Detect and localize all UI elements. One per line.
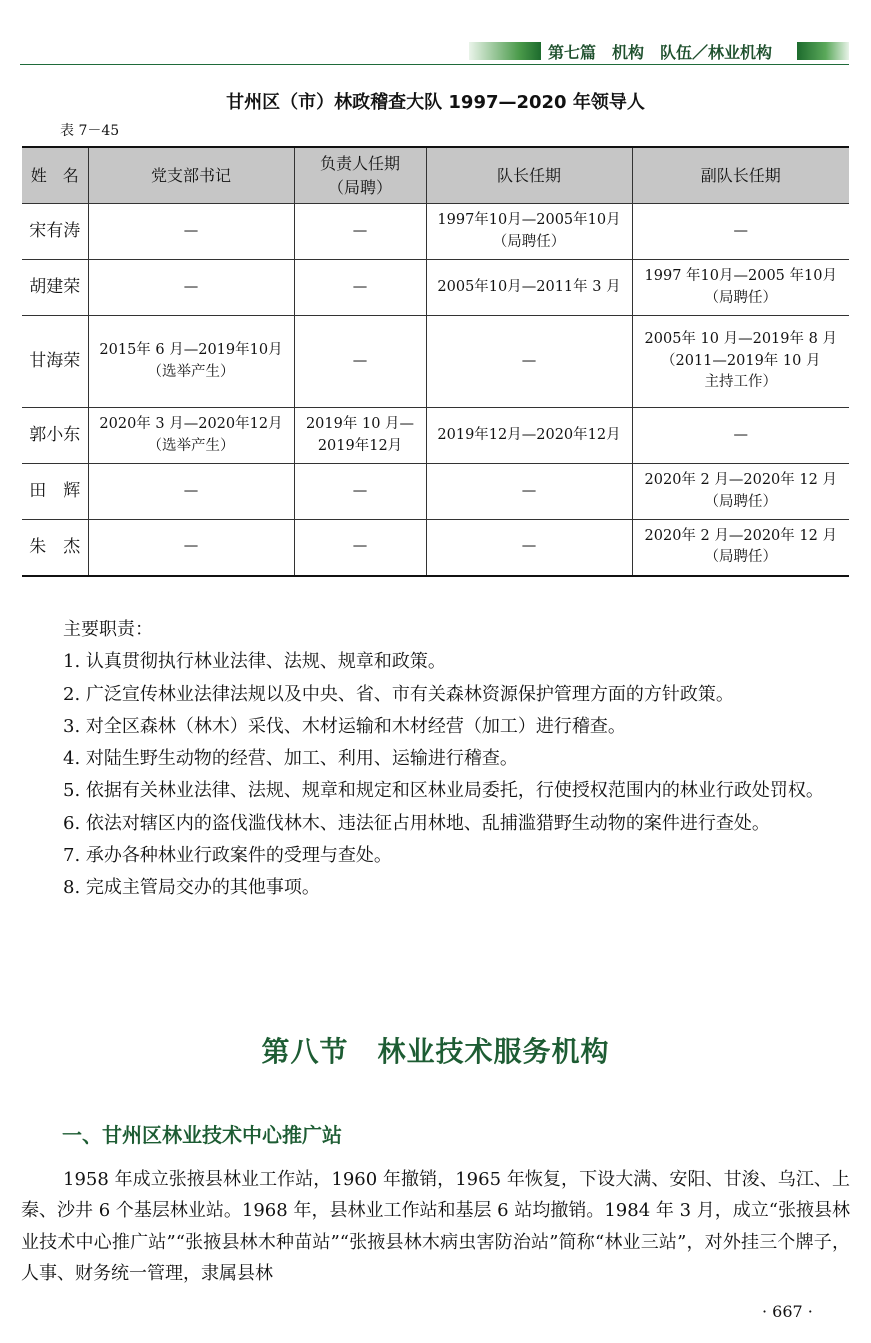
cell-leader [294, 316, 426, 408]
cell-captain [426, 260, 632, 316]
cell-name: 郭小东 [22, 408, 88, 464]
header-captain-term: 队长任期 [426, 147, 632, 204]
table-row [22, 204, 849, 260]
header-name: 姓 名 [22, 147, 88, 204]
cell-party [88, 260, 294, 316]
cell-line: — [521, 352, 537, 369]
cell-line: 2020年 2 月—2020年 12 月 [644, 471, 837, 488]
cell-vice [632, 520, 849, 576]
cell-line: — [733, 426, 748, 443]
header-running-title: 第七篇 机构 队伍／林业机构 [548, 43, 773, 62]
duty-item: 5. 依据有关林业法律、法规、规章和规定和区林业局委托，行使授权范围内的林业行政处罚权。 [63, 780, 824, 802]
cell-line: — [183, 538, 199, 555]
cell-vice [632, 204, 849, 260]
cell-line: （局聘任） [704, 493, 777, 510]
paragraph-text: 1958 年成立张掖县林业工作站，1960 年撤销，1965 年恢复，下设大满、安阳、甘浚、乌江、上秦、沙井 6 个基层林业站。1968 年，县林业工作站和基层 6 站均撤销。1984 年 3 月，成立“张掖县林业技术中心推广站”“张掖县林木种苗站”“张掖县林木病虫害防治站”简称“林业三站”，对外挂三个牌子，人事、财务统一管理，隶属县林 [21, 1169, 850, 1284]
cell-line: — [352, 482, 368, 499]
sub-heading: 一、甘州区林业技术中心推广站 [62, 1123, 342, 1147]
leaders-table [22, 146, 849, 577]
cell-party [88, 204, 294, 260]
cell-leader [294, 520, 426, 576]
cell-line: — [521, 538, 537, 555]
header-leader-line1: 负责人任期 [319, 153, 400, 173]
cell-vice [632, 316, 849, 408]
header-gradient-bar-left [469, 42, 541, 60]
cell-line: — [183, 482, 199, 499]
page-number: · 667 · [762, 1302, 813, 1321]
cell-line: 主持工作） [704, 374, 777, 391]
duty-item: 8. 完成主管局交办的其他事项。 [63, 877, 320, 899]
cell-line: 2020年 3 月—2020年12月 [99, 415, 283, 432]
cell-name: 胡建荣 [22, 260, 88, 316]
cell-line: — [352, 278, 368, 295]
cell-line: 2005年10月—2011年 3 月 [437, 278, 621, 295]
cell-leader [294, 260, 426, 316]
table-number: 表 7－45 [60, 123, 120, 139]
table-row [22, 408, 849, 464]
duty-item: 4. 对陆生野生动物的经营、加工、利用、运输进行稽查。 [63, 748, 518, 770]
table-header-row [22, 147, 849, 204]
cell-line: 1997 年10月—2005 年10月 [644, 267, 837, 284]
cell-name: 甘海荣 [22, 316, 88, 408]
duty-item: 2. 广泛宣传林业法律法规以及中央、省、市有关森林资源保护管理方面的方针政策。 [63, 683, 734, 705]
cell-vice [632, 408, 849, 464]
cell-line: （选举产生） [147, 363, 235, 380]
table-row [22, 464, 849, 520]
cell-line: 2019年 10 月— [305, 415, 415, 432]
cell-line: — [733, 222, 748, 239]
cell-captain [426, 408, 632, 464]
table-title: 甘州区（市）林政稽查大队 1997—2020 年领导人 [226, 92, 645, 113]
cell-captain [426, 520, 632, 576]
duty-item: 7. 承办各种林业行政案件的受理与查处。 [63, 845, 392, 867]
duty-item: 3. 对全区森林（林木）采伐、木材运输和木材经营（加工）进行稽查。 [63, 715, 626, 737]
section-paragraph [21, 1164, 850, 1289]
cell-line: — [352, 352, 368, 369]
cell-party [88, 408, 294, 464]
duties-text [21, 614, 850, 905]
cell-line: 2019年12月 [317, 437, 403, 454]
cell-line: （局聘任） [492, 233, 566, 250]
table-row [22, 260, 849, 316]
header-leader-term [294, 147, 426, 204]
cell-line: — [183, 222, 199, 239]
cell-name: 田 辉 [22, 464, 88, 520]
duty-item: 6. 依法对辖区内的盗伐滥伐林木、违法征占用林地、乱捕滥猎野生动物的案件进行查处。 [63, 812, 770, 834]
cell-captain [426, 464, 632, 520]
cell-party [88, 316, 294, 408]
cell-captain [426, 204, 632, 260]
section-heading: 第八节 林业技术服务机构 [261, 1035, 610, 1068]
cell-line: 2015年 6 月—2019年10月 [99, 341, 283, 358]
cell-line: — [521, 482, 537, 499]
cell-line: （局聘任） [704, 289, 777, 306]
header-gradient-bar-right [797, 42, 849, 60]
header-party-secretary: 党支部书记 [88, 147, 294, 204]
table-row [22, 316, 849, 408]
cell-party [88, 464, 294, 520]
header-leader-line2: （局聘） [327, 177, 392, 197]
cell-captain [426, 316, 632, 408]
duties-heading: 主要职责： [63, 619, 153, 640]
cell-leader [294, 204, 426, 260]
cell-name: 宋有涛 [22, 204, 88, 260]
table-row [22, 520, 849, 576]
cell-line: 2005年 10 月—2019年 8 月 [644, 330, 837, 347]
cell-party [88, 520, 294, 576]
cell-line: （选举产生） [147, 437, 235, 454]
cell-line: — [352, 538, 368, 555]
duty-item: 1. 认真贯彻执行林业法律、法规、规章和政策。 [63, 651, 446, 673]
cell-leader [294, 464, 426, 520]
running-header [20, 38, 849, 65]
cell-leader [294, 408, 426, 464]
cell-line: （局聘任） [704, 549, 777, 566]
cell-line: — [352, 222, 368, 239]
cell-vice [632, 464, 849, 520]
cell-line: 2020年 2 月—2020年 12 月 [644, 527, 837, 544]
cell-line: （2011—2019年 10 月 [661, 352, 821, 369]
header-vice-captain-term: 副队长任期 [632, 147, 849, 204]
cell-line: 2019年12月—2020年12月 [437, 426, 621, 443]
cell-line: — [183, 278, 199, 295]
cell-name: 朱 杰 [22, 520, 88, 576]
cell-line: 1997年10月—2005年10月 [437, 211, 621, 228]
cell-vice [632, 260, 849, 316]
